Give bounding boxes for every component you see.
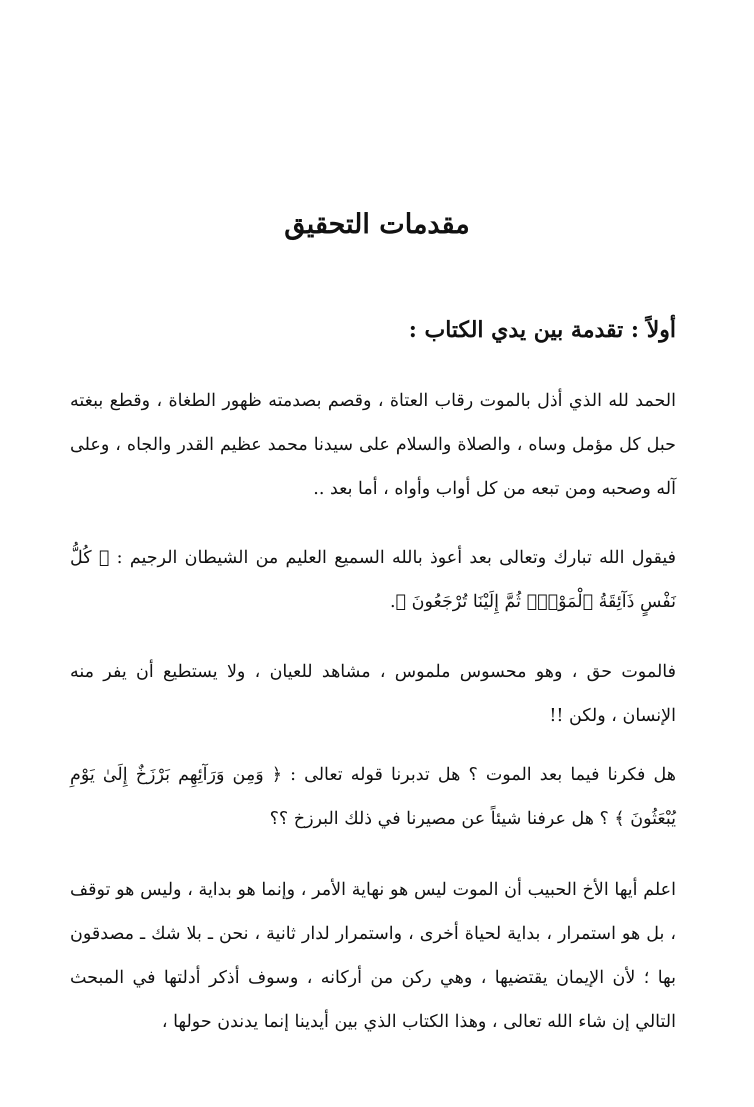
subsection-heading: أولاً : تقدمة بين يدي الكتاب : [408,317,676,343]
paragraph-barzakh-question: هل فكرنا فيما بعد الموت ؟ هل تدبرنا قوله تعالى : ﴿ وَمِن وَرَآئِهِم بَرْزَخٌ إِلَىٰ يَوْمِ يُبْعَثُونَ ﴾ ؟ هل عرفنا شيئاً عن مصيرنا في ذلك البرزخ ؟؟ [70,765,676,829]
paragraph-afterlife: اعلم أيها الأخ الحبيب أن الموت ليس هو نهاية الأمر ، وإنما هو بداية ، وليس هو توقف ، بل هو استمرار ، بداية لحياة أخرى ، واستمرار لدار ثانية ، نحن ـ بلا شك ـ مصدقون بها ؛ لأن الإيمان يقتضيها ، وهي ركن من أركانه ، وسوف أذكر أدلتها في المبحث التالي إن شاء الله تعالى ، وهذا الكتاب الذي بين أيدينا إنما يدندن حولها ، [70,880,676,1032]
section-title: مقدمات التحقيق [284,209,470,240]
paragraph-introduction: الحمد لله الذي أذل بالموت رقاب العتاة ، وقصم بصدمته ظهور الطغاة ، وقطع ببغته حبل كل مؤمل وساه ، والصلاة والسلام على سيدنا محمد عظيم القدر والجاه ، وعلى آله وصحبه ومن تبعه من كل أواب وأواه ، أما بعد .. [70,391,676,499]
paragraph-quran-verse-death: فيقول الله تبارك وتعالى بعد أعوذ بالله السميع العليم من الشيطان الرجيم : ﴿ كُلُّ نَفْسٍ ذَآئِقَةُ ٱلْمَوْتِۖ ثُمَّ إِلَيْنَا تُرْجَعُونَ ﴾. [70,548,676,612]
paragraph-death-truth: فالموت حق ، وهو محسوس ملموس ، مشاهد للعيان ، ولا يستطيع أن يفر منه الإنسان ، ولكن !! [70,662,676,726]
